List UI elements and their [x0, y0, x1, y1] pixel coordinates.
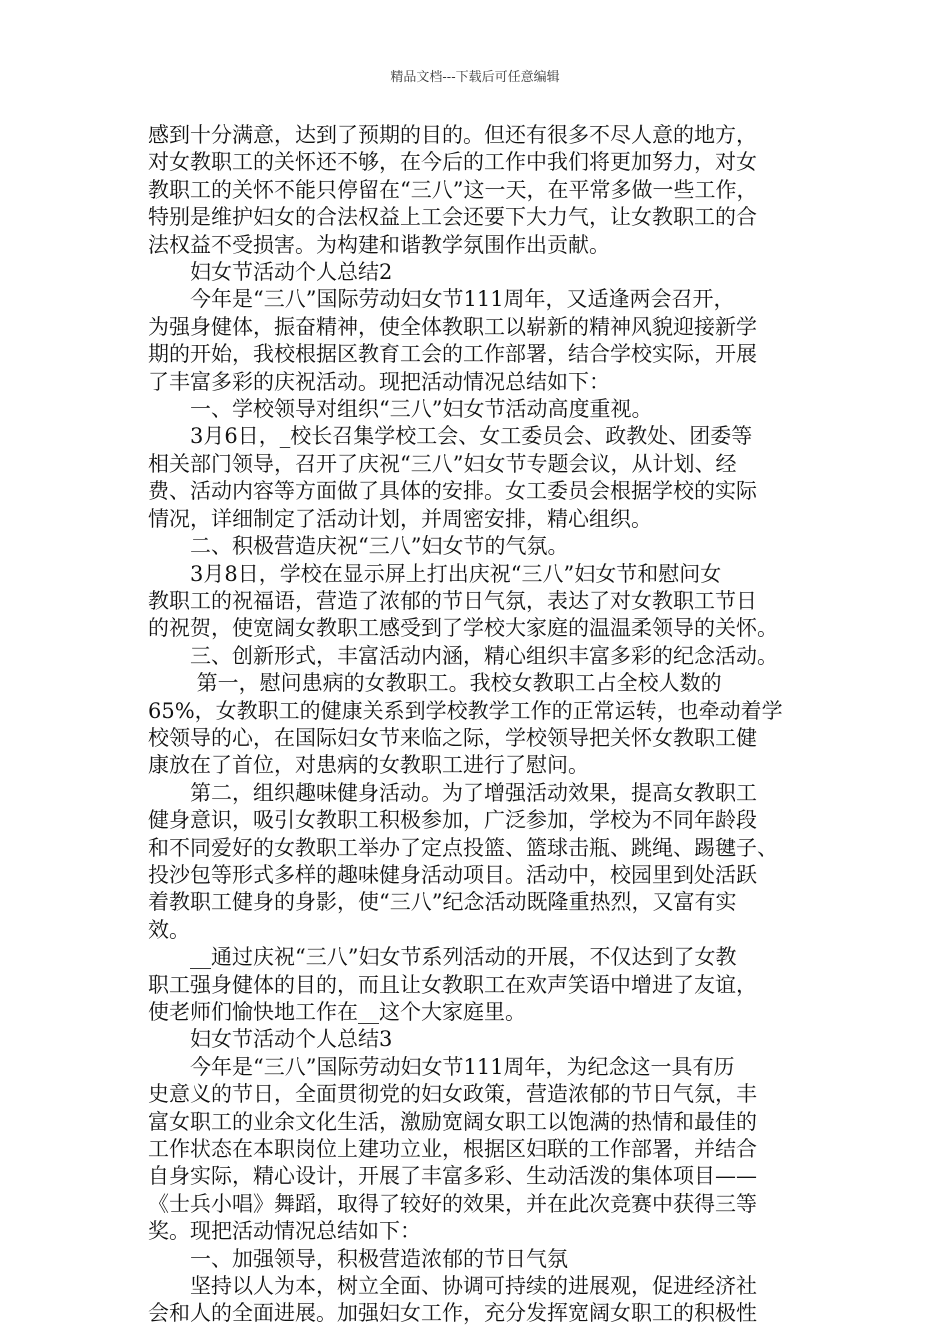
- text-line: 教职工的祝福语，营造了浓郁的节日气氛，表达了对女教职工节日: [148, 588, 757, 613]
- text-line: 校领导的心，在国际妇女节来临之际，学校领导把关怀女教职工健: [148, 725, 757, 750]
- text-line: 相关部门领导，召开了庆祝“三八”妇女节专题会议，从计划、经: [148, 451, 737, 476]
- document-body: [148, 122, 812, 1328]
- text-line: 教职工的关怀不能只停留在“三八”这一天，在平常多做一些工作，: [148, 177, 758, 202]
- text-line: 《士兵小唱》舞蹈，取得了较好的效果，并在此次竞赛中获得三等: [148, 1191, 757, 1216]
- text-line: 坚持以人为本，树立全面、协调可持续的进展观，促进经济社: [148, 1274, 757, 1299]
- text-line: 65%，女教职工的健康关系到学校教学工作的正常运转，也牵动着学: [148, 698, 783, 723]
- text-line: 和不同爱好的女教职工举办了定点投篮、篮球击瓶、跳绳、踢毽子、: [148, 835, 778, 860]
- text-line: 第二，组织趣味健身活动。为了增强活动效果，提高女教职工: [148, 780, 757, 805]
- text-line: 期的开始，我校根据区教育工会的工作部署，结合学校实际，开展: [148, 342, 757, 367]
- text-line: 自身实际，精心设计，开展了丰富多彩、生动活泼的集体项目——: [148, 1164, 757, 1189]
- text-line: 着教职工健身的身影，使“三八”纪念活动既隆重热烈，又富有实: [148, 890, 737, 915]
- section-heading: 妇女节活动个人总结2: [148, 260, 393, 285]
- text-line: 工作状态在本职岗位上建功立业，根据区妇联的工作部署，并结合: [148, 1137, 757, 1162]
- text-line: __通过庆祝“三八”妇女节系列活动的开展，不仅达到了女教: [148, 945, 737, 970]
- text-line: 史意义的节日，全面贯彻党的妇女政策，营造浓郁的节日气氛，丰: [148, 1082, 757, 1107]
- text-line: 使老师们愉快地工作在__这个大家庭里。: [148, 1000, 526, 1024]
- text-line: 健身意识，吸引女教职工积极参加，广泛参加，学校为不同年龄段: [148, 808, 757, 833]
- section-heading: 妇女节活动个人总结3: [148, 1027, 393, 1052]
- text-line: 二、积极营造庆祝“三八”妇女节的气氛。: [148, 534, 569, 559]
- text-line: 三、创新形式，丰富活动内涵，精心组织丰富多彩的纪念活动。: [148, 643, 778, 668]
- text-line: 为强身健体，振奋精神，使全体教职工以崭新的精神风貌迎接新学: [148, 314, 757, 339]
- text-line: 效。: [148, 917, 190, 942]
- text-line: 一、学校领导对组织“三八”妇女节活动高度重视。: [148, 397, 653, 422]
- text-line: 法权益不受损害。为构建和谐教学氛围作出贡献。: [148, 232, 610, 257]
- text-line: 3月8日，学校在显示屏上打出庆祝“三八”妇女节和慰问女: [148, 561, 722, 586]
- page-header: 精品文档---下载后可任意编辑: [390, 70, 560, 85]
- text-line: 第一，慰问患病的女教职工。我校女教职工占全校人数的: [148, 671, 722, 696]
- text-line: 今年是“三八”国际劳动妇女节111周年，为纪念这一具有历: [148, 1054, 735, 1079]
- text-line: 今年是“三八”国际劳动妇女节111周年，又适逢两会召开，: [148, 287, 735, 312]
- text-line: 奖。现把活动情况总结如下：: [148, 1219, 421, 1244]
- text-line: 对女教职工的关怀还不够，在今后的工作中我们将更加努力，对女: [148, 150, 757, 175]
- text-line: 3月6日，_校长召集学校工会、女工委员会、政教处、团委等: [148, 424, 753, 449]
- text-line: 富女职工的业余文化生活，激励宽阔女职工以饱满的热情和最佳的: [148, 1109, 757, 1134]
- text-line: 的祝贺，使宽阔女教职工感受到了学校大家庭的温温柔领导的关怀。: [148, 616, 778, 641]
- text-line: 感到十分满意，达到了预期的目的。但还有很多不尽人意的地方，: [148, 123, 757, 147]
- text-line: 一、加强领导，积极营造浓郁的节日气氛: [148, 1246, 568, 1271]
- text-line: 康放在了首位，对患病的女教职工进行了慰问。: [148, 753, 589, 778]
- text-line: 投沙包等形式多样的趣味健身活动项目。活动中，校园里到处活跃: [148, 862, 757, 887]
- text-line: 情况，详细制定了活动计划，并周密安排，精心组织。: [148, 506, 652, 531]
- text-line: 职工强身健体的目的，而且让女教职工在欢声笑语中增进了友谊，: [148, 972, 757, 997]
- text-line: 会和人的全面进展。加强妇女工作，充分发挥宽阔女职工的积极性: [148, 1301, 757, 1326]
- text-line: 了丰富多彩的庆祝活动。现把活动情况总结如下：: [148, 369, 610, 394]
- text-line: 费、活动内容等方面做了具体的安排。女工委员会根据学校的实际: [148, 479, 757, 504]
- text-line: 特别是维护妇女的合法权益上工会还要下大力气，让女教职工的合: [148, 205, 757, 230]
